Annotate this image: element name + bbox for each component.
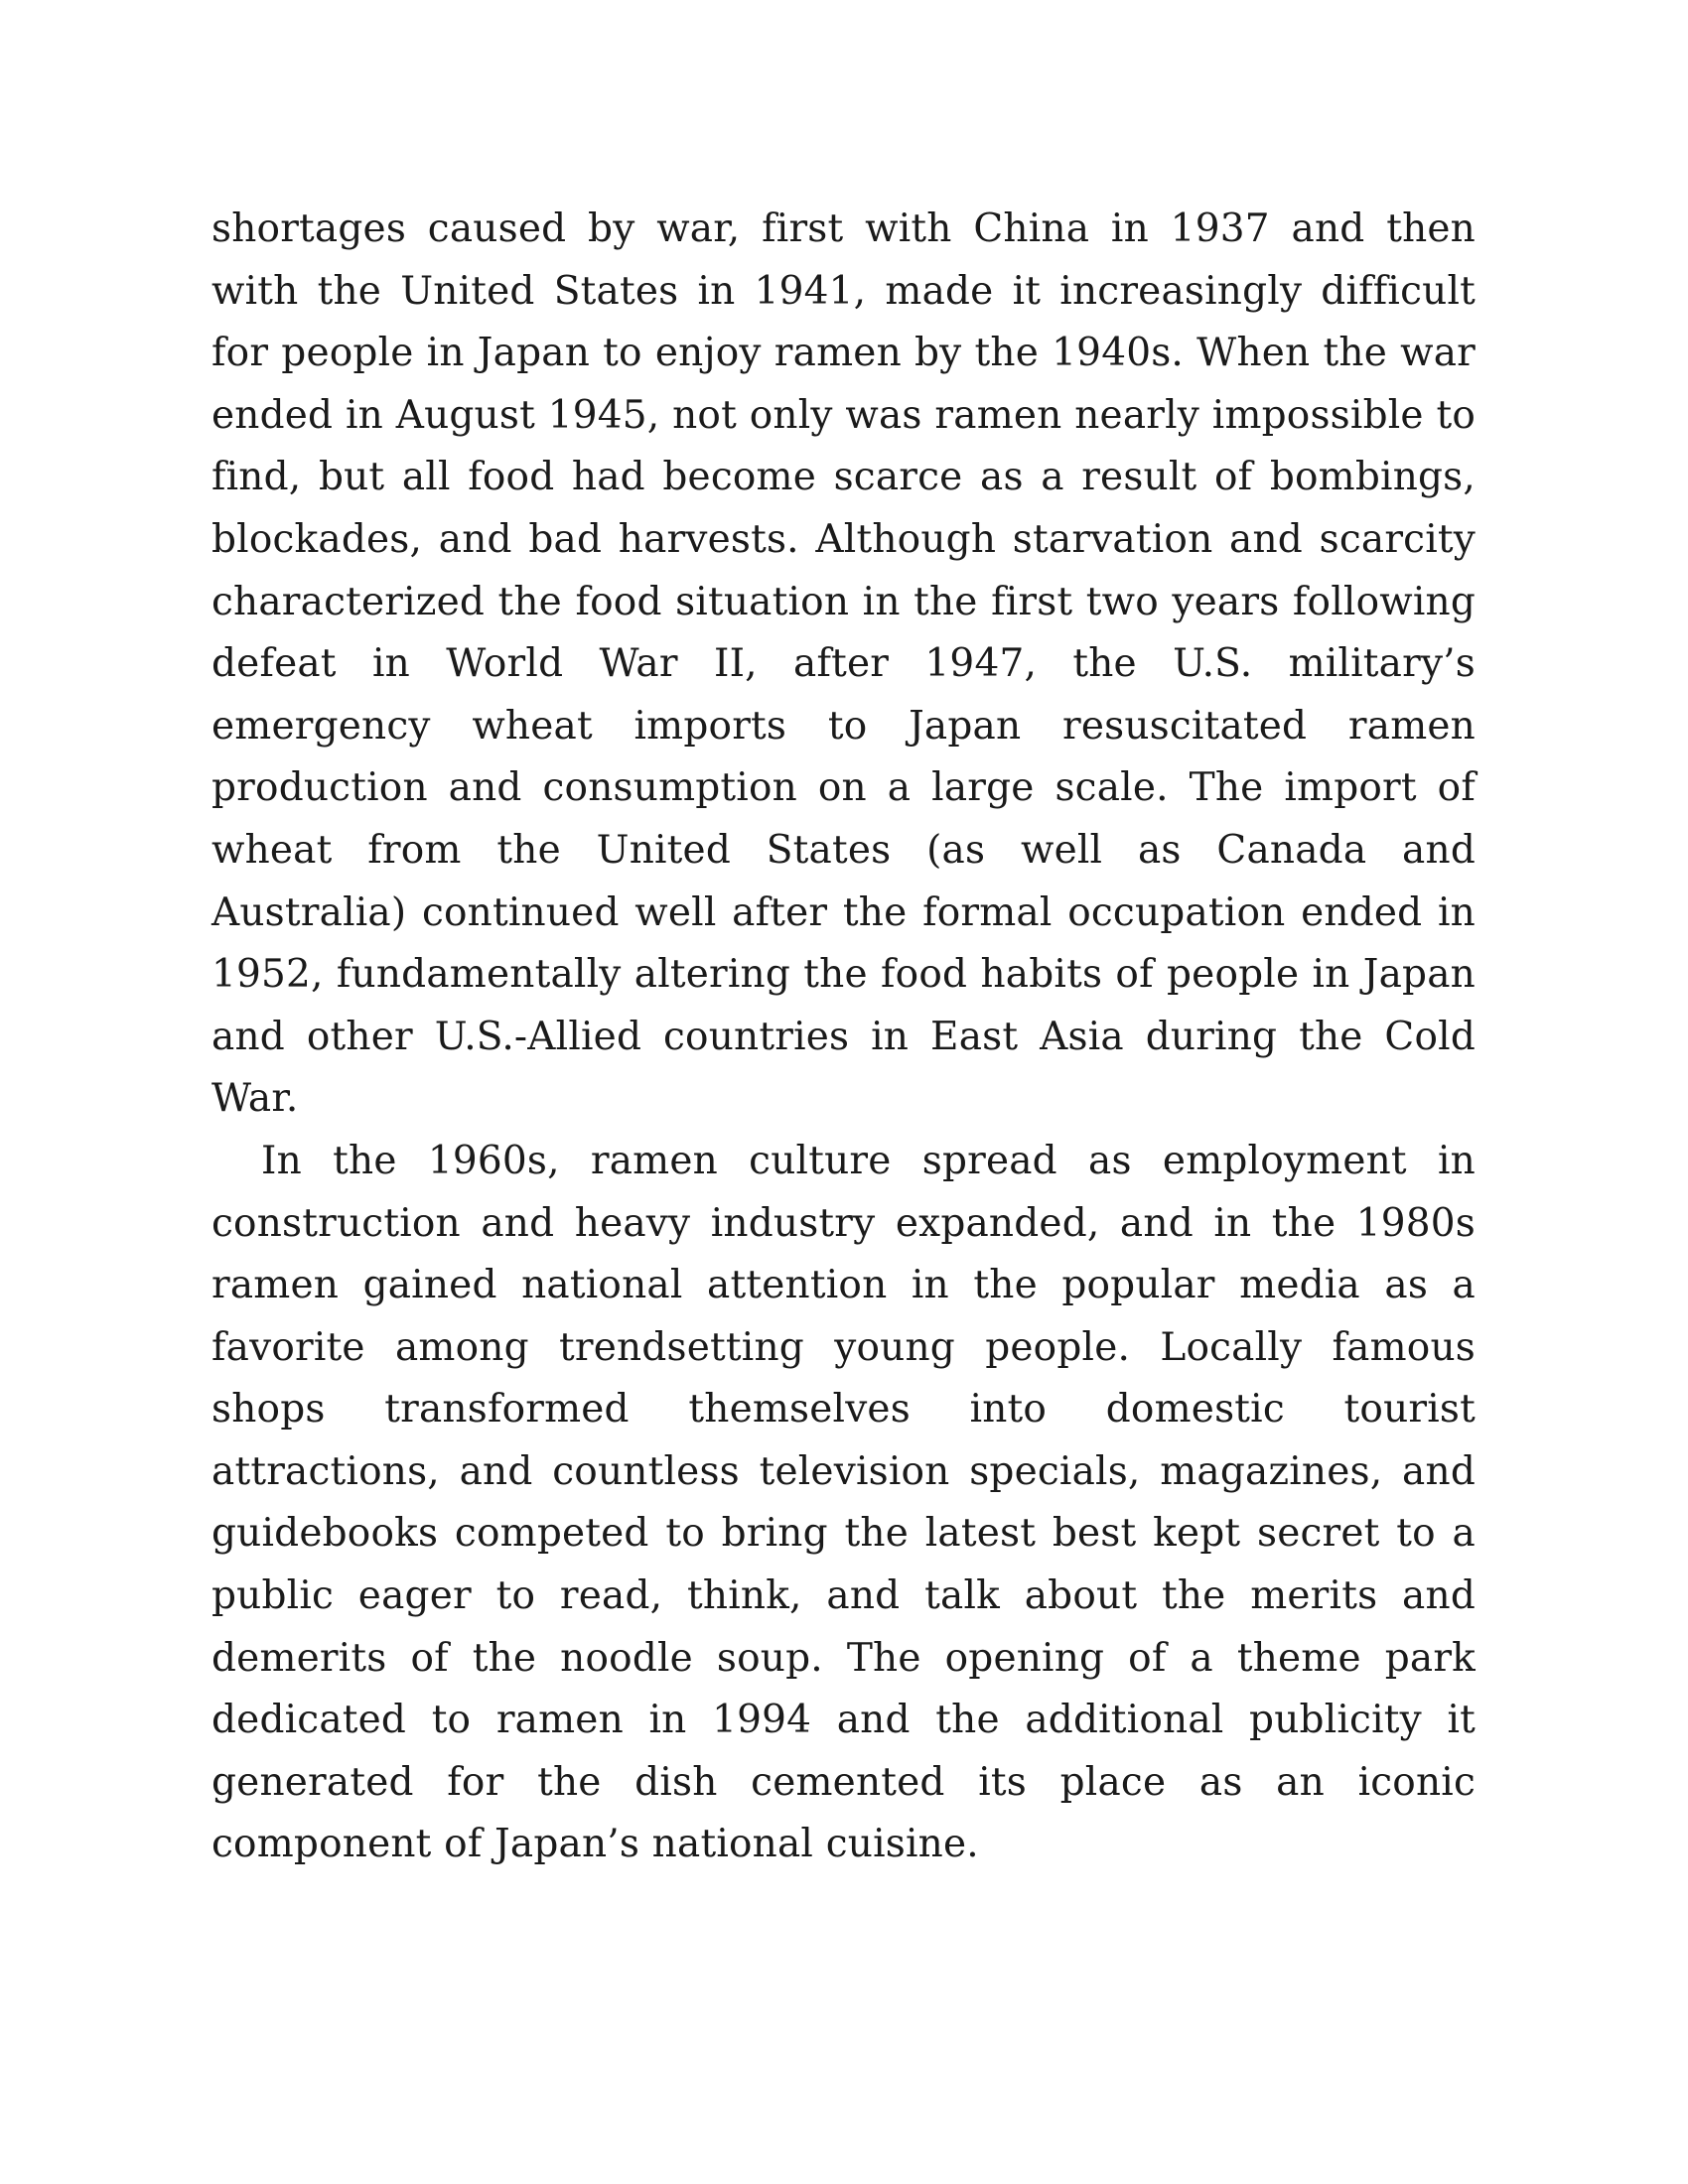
body-text xyxy=(211,199,1476,1876)
paragraph-war-and-wheat: shortages caused by war, first with China in 1937 and then with the United States in 1941, made it increasingly difficult for people in Japan to enjoy ramen by the 1940s. When the war ended in August 1945, not only was ramen nearly impossible to find, but all food had become scarce as a result of bombings, blockades, and bad harvests. Although starvation and scarcity characterized the food situation in the first two years following defeat in World War II, after 1947, the U.S. military’s emergency wheat imports to Japan resuscitated ramen production and consumption on a large scale. The import of wheat from the United States (as well as Canada and Australia) continued well after the formal occupation ended in 1952, fundamentally altering the food habits of people in Japan and other U.S.-Allied countries in East Asia during the Cold War. xyxy=(211,206,1476,1122)
paragraph-ramen-culture: In the 1960s, ramen culture spread as employment in construction and heavy industry expanded, and in the 1980s ramen gained national attention in the popular media as a favorite among trendsetting young people. Locally famous shops transformed themselves into domestic tourist attractions, and countless television specials, magazines, and guidebooks competed to bring the latest best kept secret to a public eager to read, think, and talk about the merits and demerits of the noodle soup. The opening of a theme park dedicated to ramen in 1994 and the additional publicity it generated for the dish cemented its place as an iconic component of Japan’s national cuisine. xyxy=(211,1138,1476,1867)
